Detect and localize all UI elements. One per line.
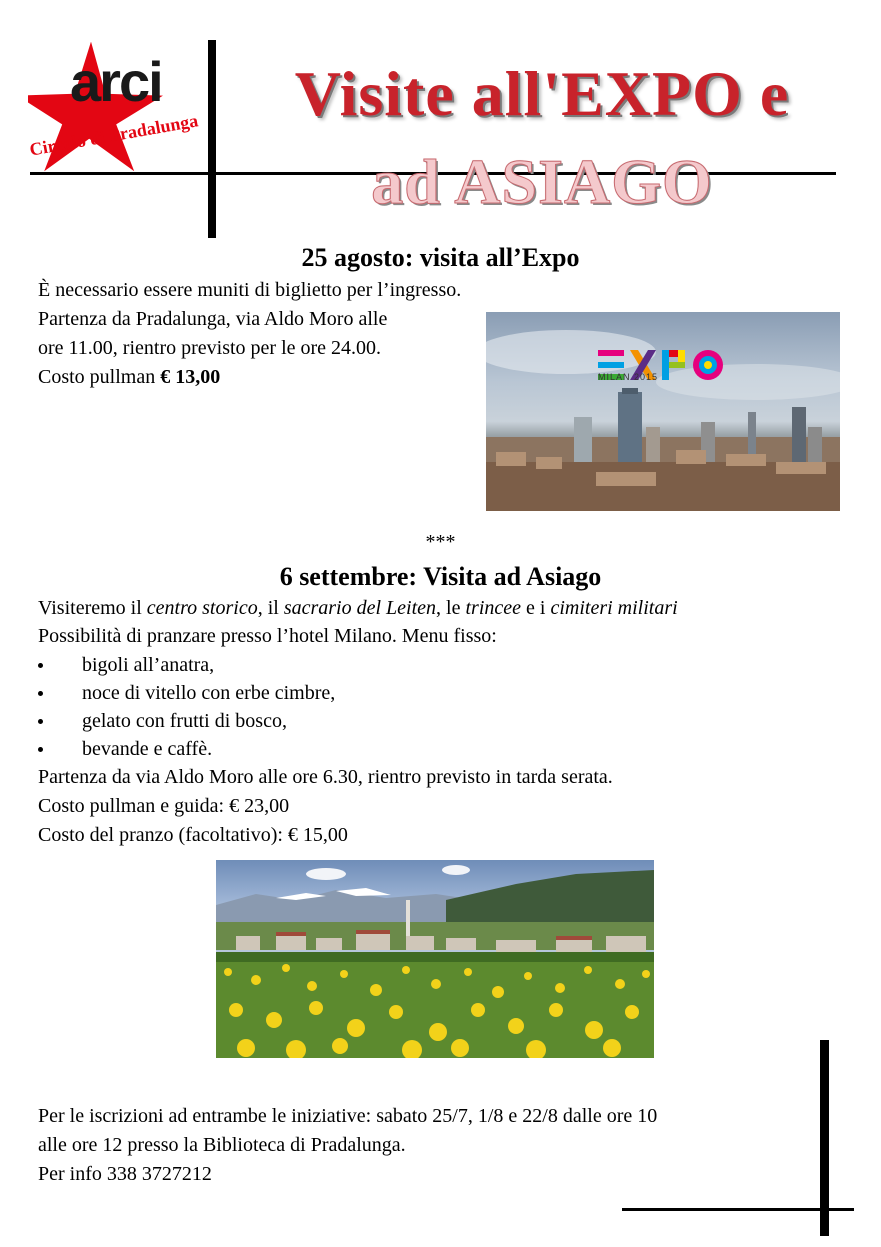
bullet-icon — [38, 747, 43, 752]
expo-cost — [38, 363, 220, 392]
menu-list — [38, 651, 335, 763]
menu-item-label: bevande e caffè. — [82, 738, 213, 760]
footer-registration-line-1: Per le iscrizioni ad entrambe le iniziative: sabato 25/7, 1/8 e 22/8 dalle ore 10 — [38, 1105, 658, 1127]
asiago-landscape-photo — [216, 860, 654, 1058]
expo-logo-p — [662, 350, 685, 380]
bullet-icon — [38, 663, 43, 668]
expo-ticket-note: È necessario essere muniti di biglietto per l’ingresso. — [38, 279, 462, 301]
intro-place: sacrario del Leiten — [283, 597, 437, 619]
asiago-heading: 6 settembre: Visita ad Asiago — [279, 562, 602, 591]
footer-vertical-rule — [820, 1040, 829, 1236]
intro-place: cimiteri militari — [550, 597, 678, 619]
menu-item — [38, 679, 335, 707]
expo-departure-line-1: Partenza da Pradalunga, via Aldo Moro alle — [38, 308, 388, 330]
menu-item-label: bigoli all’anatra, — [82, 654, 215, 676]
title-line-1: Visite all'EXPO e — [294, 58, 790, 129]
asiago-lunch-line: Possibilità di pranzare presso l’hotel Milano. Menu fisso: — [38, 625, 497, 647]
menu-item-label: gelato con frutti di bosco, — [82, 710, 287, 732]
expo-city-photo — [486, 312, 840, 511]
logo-brand: arci — [70, 50, 162, 113]
intro-text: Visiteremo il — [38, 597, 147, 619]
menu-item — [38, 735, 335, 763]
title-line-2: ad ASIAGO — [371, 146, 713, 217]
footer-info-phone: Per info 338 3727212 — [38, 1163, 212, 1185]
asiago-intro — [38, 594, 678, 623]
menu-item — [38, 707, 335, 735]
asiago-cost-bus: Costo pullman e guida: € 23,00 — [38, 795, 290, 817]
bullet-icon — [38, 719, 43, 724]
intro-text: , il — [257, 597, 284, 619]
expo-heading: 25 agosto: visita all’Expo — [301, 243, 580, 272]
intro-place: centro storico — [146, 597, 258, 619]
asiago-departure: Partenza da via Aldo Moro alle ore 6.30, rientro previsto in tarda serata. — [38, 766, 613, 788]
expo-cost-label: Costo pullman — [38, 366, 161, 388]
intro-place: trincee — [465, 597, 522, 619]
expo-logo-subtitle: MILAN 2015 — [598, 372, 659, 382]
footer-registration-line-2: alle ore 12 presso la Biblioteca di Pradalunga. — [38, 1134, 406, 1156]
section-separator: *** — [425, 531, 456, 553]
expo-logo-o — [693, 350, 723, 380]
expo-cost-value: € 13,00 — [160, 366, 221, 388]
expo-departure-line-2: ore 11.00, rientro previsto per le ore 24.00. — [38, 337, 382, 359]
expo-logo — [598, 338, 728, 394]
logo-subtitle: Circolo di Pradalunga — [28, 110, 200, 160]
menu-item-label: noce di vitello con erbe cimbre, — [82, 682, 336, 704]
asiago-cost-lunch: Costo del pranzo (facoltativo): € 15,00 — [38, 824, 348, 846]
page-title — [222, 50, 862, 226]
intro-text: e i — [521, 597, 551, 619]
intro-text: , le — [436, 597, 466, 619]
menu-item — [38, 651, 335, 679]
bullet-icon — [38, 691, 43, 696]
asiago-landscape — [216, 860, 654, 1058]
footer-horizontal-rule — [622, 1208, 854, 1211]
